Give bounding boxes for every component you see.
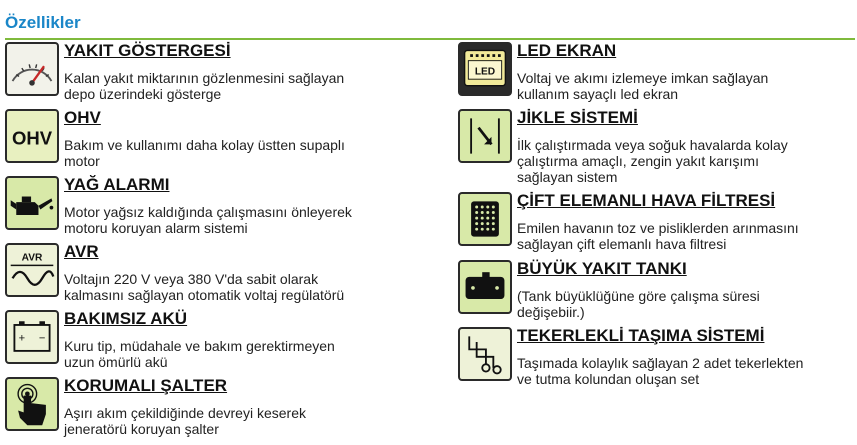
led-display-icon (458, 42, 512, 96)
feature-description: İlk çalıştırmada veya soğuk havalarda kolay çalıştırma amaçlı, zengin yakıt karışımı sağlayan sistem (517, 137, 788, 185)
svg-text:+: + (18, 332, 26, 345)
feature-description: (Tank büyüklüğüne göre çalışma süresi değişebiir.) (517, 288, 760, 320)
feature-title: TEKERLEKLİ TAŞIMA SİSTEMİ (517, 326, 765, 345)
ohv-icon (5, 109, 59, 163)
hand-switch-icon (5, 377, 59, 431)
feature-description: Kalan yakıt miktarının gözlenmesini sağlayan depo üzerindeki gösterge (64, 70, 345, 102)
svg-text:AVR: AVR (21, 252, 43, 264)
feature-description: Voltaj ve akımı izlemeye imkan sağlayan kullanım sayaçlı led ekran (517, 70, 769, 102)
air-filter-icon (458, 192, 512, 246)
feature-description: Kuru tip, müdahale ve bakım gerektirmeyen uzun ömürlü akü (64, 338, 335, 370)
feature-title: ÇİFT ELEMANLI HAVA FİLTRESİ (517, 191, 776, 210)
battery-icon (5, 310, 59, 364)
feature-title: BAKIMSIZ AKÜ (64, 309, 188, 328)
feature-title: JİKLE SİSTEMİ (517, 108, 638, 127)
choke-lever-icon (458, 109, 512, 163)
feature-title: LED EKRAN (517, 41, 617, 60)
feature-description: Bakım ve kullanımı daha kolay üstten supaplı motor (64, 137, 345, 169)
feature-title: AVR (64, 242, 99, 261)
feature-description: Voltajın 220 V veya 380 V'da sabit olarak kalmasını sağlayan otomatik voltaj regülatörü (64, 271, 345, 303)
svg-text:OHV: OHV (11, 127, 53, 149)
feature-description: Motor yağsız kaldığında çalışmasını önleyerek motoru koruyan alarm sistemi (64, 204, 352, 236)
page-title: Özellikler (5, 13, 81, 32)
feature-title: OHV (64, 108, 101, 127)
svg-text:LED: LED (474, 66, 496, 78)
fuel-tank-icon (458, 260, 512, 314)
svg-text:−: − (38, 332, 46, 345)
wheel-kit-icon (458, 327, 512, 381)
feature-description: Taşımada kolaylık sağlayan 2 adet tekerlekten ve tutma kolundan oluşan set (517, 355, 804, 387)
feature-description: Emilen havanın toz ve pisliklerden arınmasını sağlayan çift elemanlı hava filtresi (517, 220, 799, 252)
feature-title: BÜYÜK YAKIT TANKI (517, 259, 687, 278)
feature-title: KORUMALI ŞALTER (64, 376, 228, 395)
feature-description: Aşırı akım çekildiğinde devreyi keserek jeneratörü koruyan şalter (64, 405, 306, 437)
avr-wave-icon (5, 243, 59, 297)
section-header (5, 8, 855, 40)
feature-title: YAKIT GÖSTERGESİ (64, 41, 231, 60)
fuel-gauge-icon (5, 42, 59, 96)
oil-can-icon (5, 176, 59, 230)
feature-title: YAĞ ALARMI (64, 175, 170, 194)
